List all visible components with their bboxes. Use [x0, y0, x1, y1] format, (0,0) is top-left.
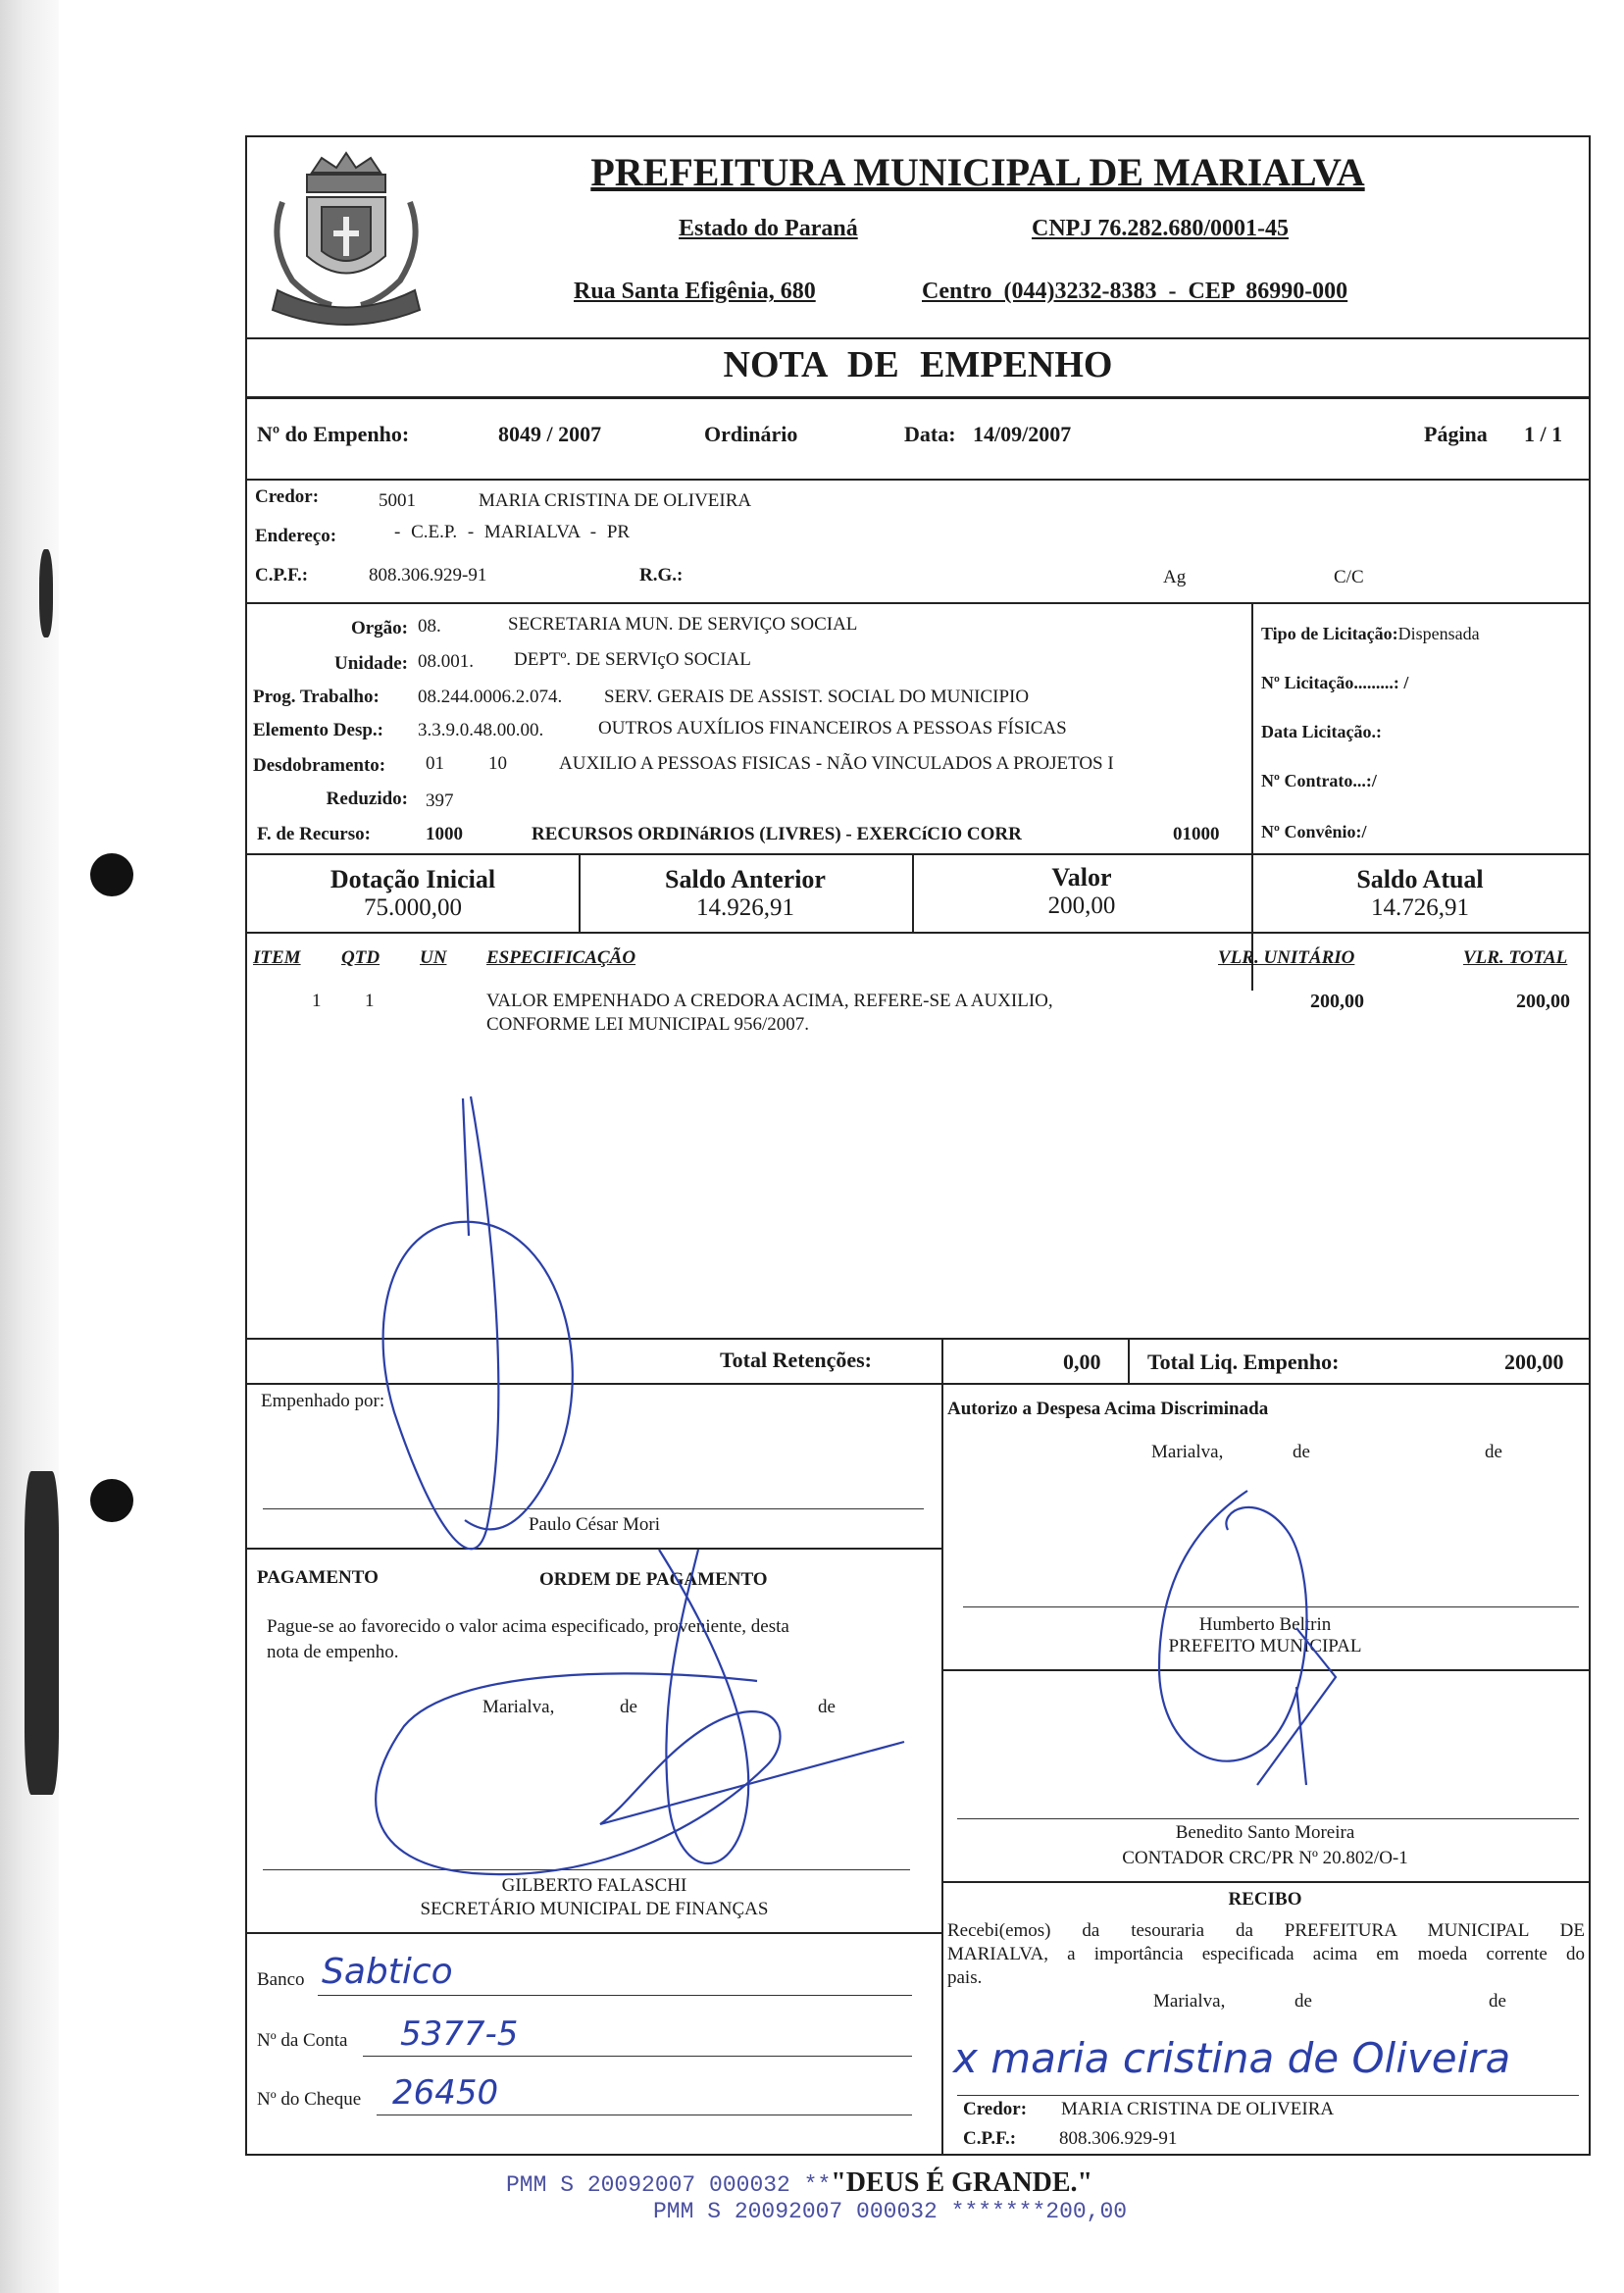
- autorizo-de2: de: [1485, 1442, 1502, 1462]
- pagamento-signer-name: GILBERTO FALASCHI: [501, 1875, 687, 1896]
- endereco-value: - C.E.P. - MARIALVA - PR: [394, 522, 631, 542]
- item-vlr-unitario: 200,00: [1310, 991, 1364, 1012]
- reduzido-value: 397: [426, 790, 454, 811]
- item-espec-line2: CONFORME LEI MUNICIPAL 956/2007.: [486, 1014, 810, 1035]
- fonte-recurso-code2: 01000: [1173, 824, 1220, 844]
- punch-hole: [90, 853, 133, 896]
- item-espec-line1: VALOR EMPENHADO A CREDORA ACIMA, REFERE-SE A AUXILIO,: [486, 991, 1053, 1011]
- saldo-anterior-label: Saldo Anterior: [665, 865, 826, 893]
- municipality-title: PREFEITURA MUNICIPAL DE MARIALVA: [590, 150, 1365, 194]
- motto: "DEUS É GRANDE.": [831, 2167, 1093, 2198]
- orgao-code: 08.: [418, 616, 441, 637]
- recibo-text-line1: Recebi(emos) da tesouraria da PREFEITURA MUNICIPAL DE: [947, 1920, 1585, 1941]
- credor-code: 5001: [379, 490, 416, 511]
- dotacao-inicial-value: 75.000,00: [364, 894, 462, 921]
- pagamento-city: Marialva,: [482, 1697, 555, 1717]
- valor-label: Valor: [1051, 863, 1112, 892]
- cheque-value: 26450: [392, 2073, 499, 2113]
- autorizo-de1: de: [1293, 1442, 1310, 1462]
- col-qtd: QTD: [341, 947, 381, 968]
- fonte-recurso-code: 1000: [426, 824, 463, 844]
- state-name: Estado do Paraná: [679, 216, 858, 241]
- pagamento-de2: de: [818, 1697, 836, 1717]
- recibo-text-line3: pais.: [947, 1967, 983, 1988]
- empenhado-por-name: Paulo César Mori: [528, 1514, 661, 1535]
- conta-value: 5377-5: [400, 2014, 519, 2054]
- col-un: UN: [420, 947, 447, 968]
- empenho-number: 8049 / 2007: [498, 422, 602, 446]
- fonte-recurso-label: F. de Recurso:: [257, 824, 371, 844]
- conta-label: Nº da Conta: [257, 2030, 348, 2051]
- numero-convenio: Nº Convênio:/: [1261, 822, 1367, 841]
- pagamento-label: PAGAMENTO: [257, 1567, 379, 1588]
- item-vlr-total: 200,00: [1516, 991, 1570, 1012]
- ag-label: Ag: [1163, 567, 1187, 587]
- col-especificacao: ESPECIFICAÇÃO: [486, 947, 636, 968]
- autorizo-label: Autorizo a Despesa Acima Discriminada: [947, 1399, 1269, 1419]
- tipo-licitacao-label: Tipo de Licitação:: [1261, 624, 1398, 643]
- prefeito-title: PREFEITO MUNICIPAL: [1168, 1636, 1362, 1656]
- cheque-stamp-line1: [506, 2167, 1092, 2199]
- signature-empenhado: [247, 137, 1593, 2158]
- numero-licitacao: Nº Licitação.........: /: [1261, 673, 1409, 692]
- recibo-de1: de: [1294, 1991, 1312, 2012]
- unidade-label: Unidade:: [334, 653, 408, 674]
- prog-trabalho-code: 08.244.0006.2.074.: [418, 687, 563, 707]
- saldo-atual-value: 14.726,91: [1371, 894, 1469, 921]
- cpf-value: 808.306.929-91: [369, 565, 487, 586]
- recibo-credor-label: Credor:: [963, 2099, 1028, 2119]
- prog-trabalho-label: Prog. Trabalho:: [253, 687, 380, 707]
- page-label: Página: [1424, 422, 1488, 446]
- empenho-type: Ordinário: [704, 422, 798, 446]
- col-item: ITEM: [253, 947, 301, 968]
- desdobramento-label: Desdobramento:: [253, 755, 386, 776]
- recibo-cpf-value: 808.306.929-91: [1059, 2128, 1178, 2149]
- cheque-stamp-line2: PMM S 20092007 000032 *******200,00: [653, 2199, 1128, 2224]
- document-title: NOTA DE EMPENHO: [723, 344, 1113, 385]
- col-vlr-total: VLR. TOTAL: [1463, 947, 1568, 968]
- recibo-text-line2: MARIALVA, a importância especificada acima em moeda corrente do: [947, 1944, 1585, 1964]
- reduzido-label: Reduzido:: [326, 789, 408, 809]
- elemento-desp-code: 3.3.9.0.48.00.00.: [418, 720, 544, 740]
- total-liquido-label: Total Liq. Empenho:: [1147, 1350, 1340, 1374]
- recibo-cpf-label: C.P.F.:: [963, 2128, 1017, 2149]
- scan-stain: [25, 1471, 59, 1795]
- recibo-label: RECIBO: [1228, 1889, 1302, 1910]
- elemento-desp-label: Elemento Desp.:: [253, 720, 383, 740]
- stamp-prefix: PMM S 20092007 000032 **: [506, 2172, 832, 2198]
- date-label: Data:: [904, 422, 956, 446]
- banco-value: Sabtico: [322, 1952, 453, 1992]
- recibo-city: Marialva,: [1153, 1991, 1226, 2012]
- scan-stain: [39, 549, 53, 637]
- dotacao-inicial-label: Dotação Inicial: [330, 865, 496, 893]
- cheque-label: Nº do Cheque: [257, 2089, 362, 2110]
- item-qtd: 1: [365, 991, 375, 1011]
- rg-label: R.G.:: [639, 565, 684, 586]
- banco-label: Banco: [257, 1969, 305, 1990]
- tipo-licitacao-value: Dispensada: [1397, 624, 1480, 643]
- empenhado-por-label: Empenhado por:: [261, 1391, 385, 1411]
- pagamento-text-line2: nota de empenho.: [267, 1642, 399, 1662]
- empenho-number-label: Nº do Empenho:: [257, 422, 410, 446]
- desdobramento-desc: AUXILIO A PESSOAS FISICAS - NÃO VINCULADOS A PROJETOS I: [559, 753, 1114, 774]
- date-value: 14/09/2007: [973, 422, 1072, 446]
- recibo-de2: de: [1489, 1991, 1506, 2012]
- valor-value: 200,00: [1047, 892, 1116, 919]
- ordem-pagamento-label: ORDEM DE PAGAMENTO: [539, 1569, 768, 1590]
- credor-name: MARIA CRISTINA DE OLIVEIRA: [479, 490, 752, 511]
- item-number: 1: [312, 991, 322, 1011]
- cpf-label: C.P.F.:: [255, 565, 309, 586]
- cc-label: C/C: [1334, 567, 1364, 587]
- orgao-label: Orgão:: [350, 618, 408, 638]
- pagamento-de1: de: [620, 1697, 637, 1717]
- recibo-signature: x maria cristina de Oliveira: [953, 2034, 1511, 2082]
- elemento-desp-desc: OUTROS AUXÍLIOS FINANCEIROS A PESSOAS FÍSICAS: [598, 718, 1067, 739]
- contador-title: CONTADOR CRC/PR Nº 20.802/O-1: [1122, 1848, 1408, 1868]
- prog-trabalho-desc: SERV. GERAIS DE ASSIST. SOCIAL DO MUNICIPIO: [604, 687, 1030, 707]
- desdobramento-a: 01: [426, 753, 444, 774]
- contador-name: Benedito Santo Moreira: [1175, 1822, 1355, 1843]
- scan-left-edge: [0, 0, 59, 2293]
- endereco-label: Endereço:: [255, 526, 337, 546]
- total-liquido-value: 200,00: [1504, 1350, 1564, 1374]
- unidade-desc: DEPTº. DE SERVIçO SOCIAL: [514, 649, 751, 670]
- fonte-recurso-desc: RECURSOS ORDINáRIOS (LIVRES) - EXERCíCIO CORR: [532, 824, 1022, 844]
- recibo-credor-name: MARIA CRISTINA DE OLIVEIRA: [1061, 2099, 1335, 2119]
- autorizo-city: Marialva,: [1151, 1442, 1224, 1462]
- col-vlr-unitario: VLR. UNITÁRIO: [1218, 947, 1355, 968]
- total-retencoes-value: 0,00: [1063, 1350, 1101, 1374]
- pagamento-signer-title: SECRETÁRIO MUNICIPAL DE FINANÇAS: [420, 1899, 769, 1919]
- pagamento-text-line1: Pague-se ao favorecido o valor acima especificado, proveniente, desta: [267, 1616, 789, 1637]
- credor-label: Credor:: [255, 486, 320, 507]
- saldo-anterior-value: 14.926,91: [696, 894, 794, 921]
- prefeito-name: Humberto Beltrin: [1198, 1614, 1332, 1635]
- nota-de-empenho-form: [245, 135, 1591, 2156]
- numero-contrato: Nº Contrato...:/: [1261, 771, 1377, 790]
- data-licitacao: Data Licitação.:: [1261, 722, 1382, 741]
- page-value: 1 / 1: [1524, 422, 1563, 446]
- address: Rua Santa Efigênia, 680: [574, 279, 816, 304]
- saldo-atual-label: Saldo Atual: [1356, 865, 1484, 893]
- district-phone-cep: Centro (044)3232-8383 - CEP 86990-000: [922, 279, 1348, 304]
- total-retencoes-label: Total Retenções:: [720, 1348, 872, 1372]
- orgao-desc: SECRETARIA MUN. DE SERVIÇO SOCIAL: [508, 614, 858, 635]
- punch-hole: [90, 1479, 133, 1522]
- desdobramento-b: 10: [488, 753, 507, 774]
- unidade-code: 08.001.: [418, 651, 474, 672]
- cnpj: CNPJ 76.282.680/0001-45: [1032, 216, 1289, 241]
